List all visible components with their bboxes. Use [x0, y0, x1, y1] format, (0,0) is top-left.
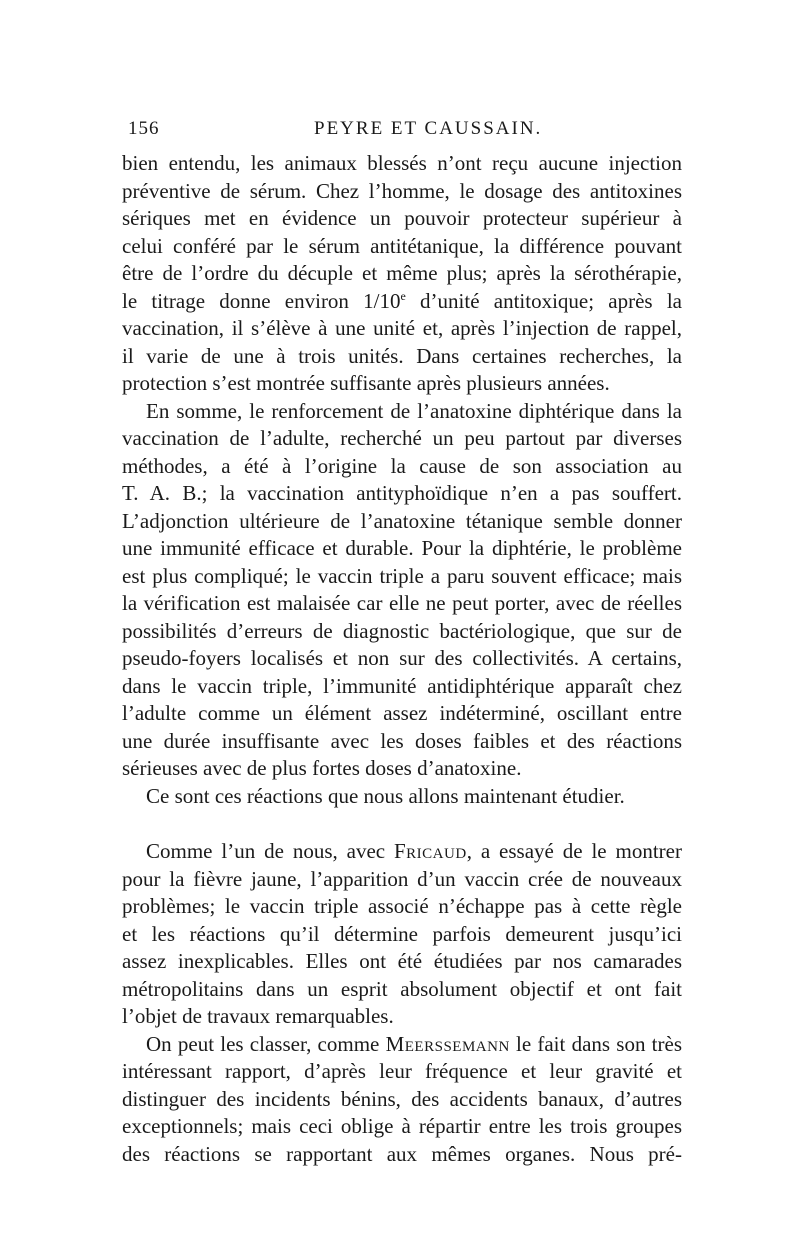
text-line: L’adjonction ultérieure de l’anatoxine tétanique semble donner — [122, 508, 682, 533]
text-line: vaccination, il s’élève à une unité et, après l’injection de rappel, — [122, 316, 682, 340]
text-line: l’adulte comme un élément assez indéterminé, oscillant entre — [122, 701, 682, 725]
text-line: possibilités d’erreurs de diagnostic bactériologique, que sur de — [122, 618, 682, 643]
text-line: sérieuses avec de plus fortes doses d’anatoxine. — [122, 756, 522, 780]
text-line — [122, 838, 682, 866]
text-line: des réactions se rapportant aux mêmes organes. Nous pré- — [122, 1141, 682, 1166]
text-line: En somme, le renforcement de l’anatoxine diphtérique dans la — [146, 398, 682, 423]
author-name: Meerssemann — [385, 1031, 510, 1056]
text-line: protection s’est montrée suffisante après plusieurs années. — [122, 371, 610, 395]
superscript: e — [400, 288, 406, 303]
text-fragment: Comme l’un de nous, avec — [146, 839, 394, 863]
text-line: la vérification est malaisée car elle ne peut porter, avec de réelles — [122, 591, 682, 615]
text-line: pour la fièvre jaune, l’apparition d’un vaccin crée de nouveaux — [122, 866, 682, 891]
text-line: et les réactions qu’il détermine parfois demeurent jusqu’ici — [122, 921, 682, 946]
text-line: dans le vaccin triple, l’immunité antidiphtérique apparaît chez — [122, 673, 682, 698]
text-fragment: d’unité antitoxique; après la — [405, 288, 682, 313]
running-title: PEYRE ET CAUSSAIN. — [314, 118, 543, 139]
paragraph-5 — [122, 1031, 682, 1169]
text-line: T. A. B.; la vaccination antityphoïdique n’en a pas souffert. — [122, 481, 682, 505]
text-fragment: le fait dans son très — [509, 1031, 682, 1056]
text-line: est plus compliqué; le vaccin triple a paru souvent efficace; mais — [122, 563, 682, 588]
text-line: assez inexplicables. Elles ont été étudiées par nos camarades — [122, 949, 682, 973]
text-line: il varie de une à trois unités. Dans certaines recherches, la — [122, 343, 682, 368]
text-line: une durée insuffisante avec les doses faibles et des réactions — [122, 728, 682, 753]
text-line: celui conféré par le sérum antitétanique, la différence pouvant — [122, 233, 682, 258]
paragraph-3 — [122, 783, 682, 811]
author-name: Fricaud — [394, 839, 467, 863]
text-line: intéressant rapport, d’après leur fréquence et leur gravité et — [122, 1059, 682, 1083]
text-line: exceptionnels; mais ceci oblige à répartir entre les trois groupes — [122, 1114, 682, 1138]
text-line: pseudo-foyers localisés et non sur des collectivités. A certains, — [122, 646, 682, 670]
paragraph-1 — [122, 150, 682, 398]
text-fragment: On peut les classer, comme — [146, 1031, 386, 1056]
text-line: sériques met en évidence un pouvoir protecteur supérieur à — [122, 206, 682, 230]
text-fragment: le titrage donne environ 1/10 — [122, 288, 401, 313]
text-line: distinguer des incidents bénins, des accidents banaux, d’autres — [122, 1086, 682, 1111]
section-gap — [122, 810, 682, 838]
text-line: Ce sont ces réactions que nous allons maintenant étudier. — [146, 783, 625, 808]
running-head — [128, 118, 680, 144]
paragraph-4 — [122, 838, 682, 1031]
text-line: l’objet de travaux remarquables. — [122, 1004, 394, 1028]
paragraph-2 — [122, 398, 682, 783]
body-text — [122, 150, 682, 1168]
text-line: métropolitains dans un esprit absolument objectif et ont fait — [122, 976, 682, 1001]
text-line: une immunité efficace et durable. Pour la diphtérie, le problème — [122, 536, 682, 560]
text-line: problèmes; le vaccin triple associé n’échappe pas à cette règle — [122, 894, 682, 918]
text-fragment: , a essayé de le montrer — [466, 839, 682, 863]
text-line: préventive de sérum. Chez l’homme, le dosage des antitoxines — [122, 178, 682, 203]
text-line — [122, 288, 682, 316]
text-line: être de l’ordre du décuple et même plus; après la sérothérapie, — [122, 261, 682, 285]
text-line: bien entendu, les animaux blessés n’ont reçu aucune injection — [122, 151, 682, 175]
text-line — [122, 1031, 682, 1059]
text-line: vaccination de l’adulte, recherché un peu partout par diverses — [122, 426, 682, 450]
page-number: 156 — [128, 118, 160, 139]
text-line: méthodes, a été à l’origine la cause de son association au — [122, 453, 682, 478]
